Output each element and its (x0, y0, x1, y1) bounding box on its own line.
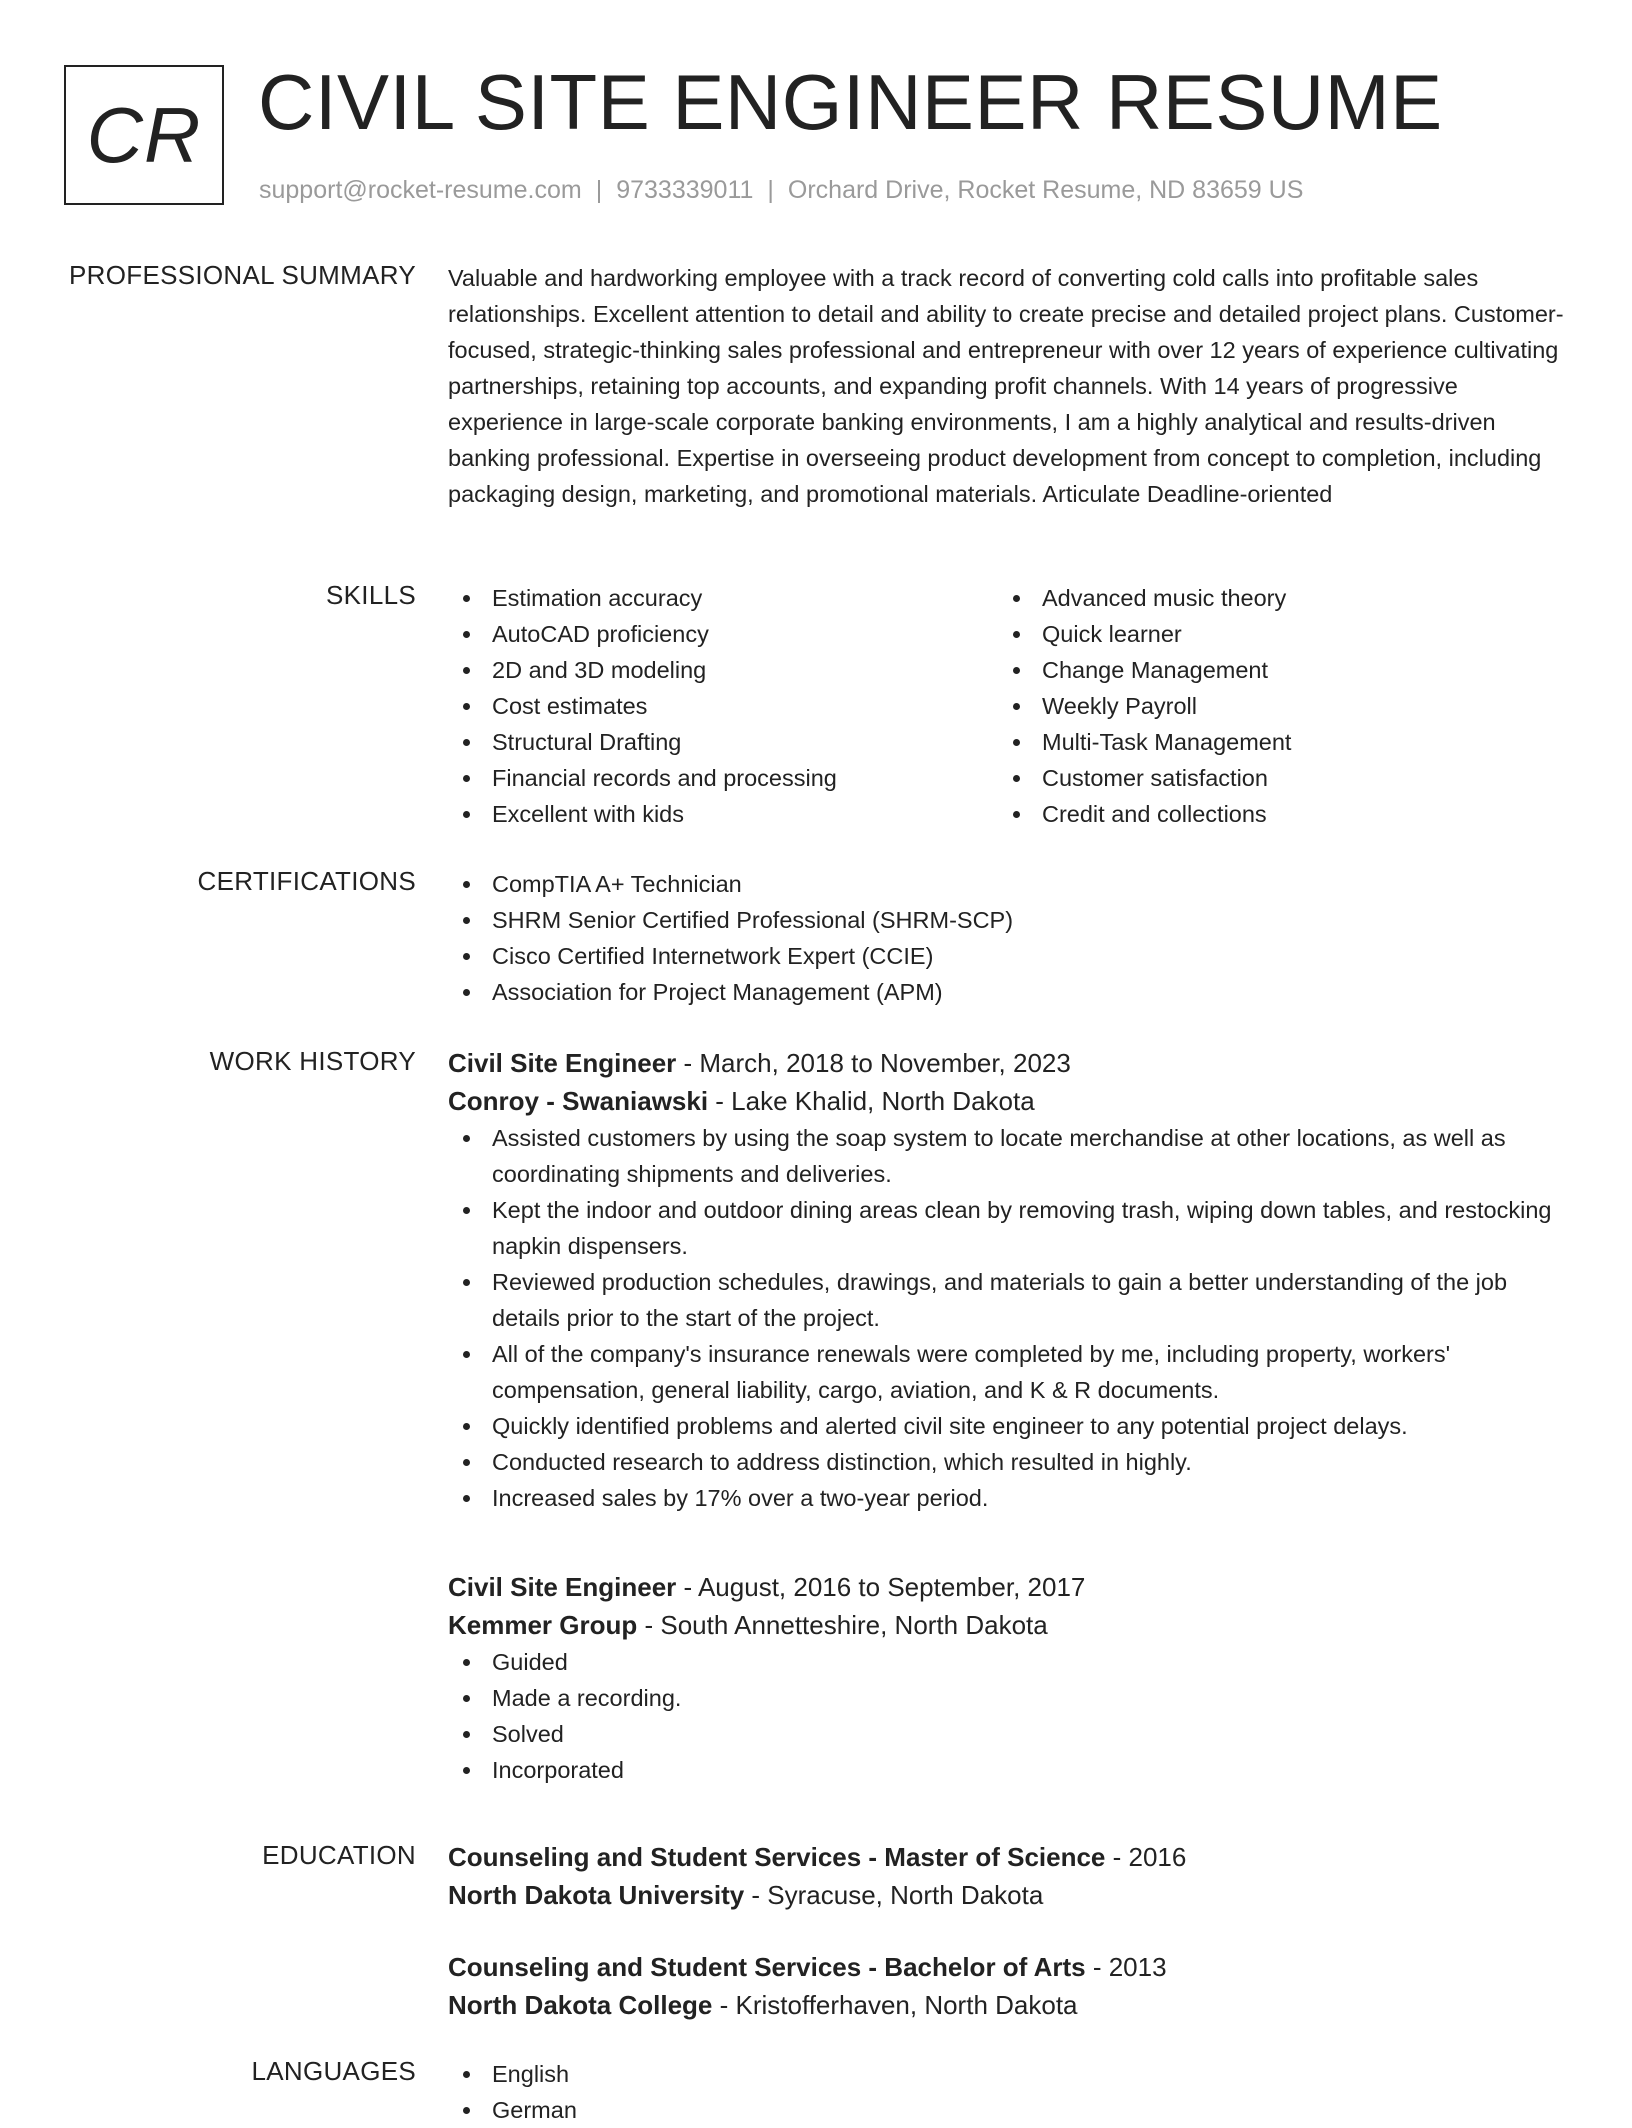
job-bullet: Quickly identified problems and alerted civil site engineer to any potential project delays. (448, 1408, 1566, 1444)
summary-heading: PROFESSIONAL SUMMARY (69, 260, 416, 290)
contact-separator: | (767, 176, 774, 204)
skill-item: Estimation accuracy (448, 580, 998, 616)
skills-list-left (448, 580, 998, 832)
summary-text: Valuable and hardworking employee with a track record of converting cold calls into profitable sales relationships. Excellent attention to detail and ability to create precise and detailed project plans. Customer-focused, strategic-thinking sales professional and entrepreneur with over 12 years of experience cultivating partnerships, retaining top accounts, and expanding profit channels. With 14 years of progressive experience in large-scale corporate banking environments, I am a highly analytical and results-driven banking professional. Expertise in overseeing product development from concept to completion, including packaging design, marketing, and promotional materials. Articulate Deadline-oriented (448, 265, 1564, 507)
skill-item: Credit and collections (998, 796, 1548, 832)
contact-email[interactable]: support@rocket-resume.com (259, 176, 582, 204)
degree-name: Counseling and Student Services - Bachelor of Arts (448, 1952, 1086, 1982)
job-bullet: Reviewed production schedules, drawings, and materials to gain a better understanding of the job details prior to the start of the project. (448, 1264, 1566, 1336)
skill-item: Cost estimates (448, 688, 998, 724)
work-history-body-2 (448, 1568, 1566, 1788)
skills-columns (448, 580, 1566, 832)
skill-item: Financial records and processing (448, 760, 998, 796)
job-dates: - August, 2016 to September, 2017 (676, 1572, 1086, 1602)
certifications-body (448, 866, 1566, 1010)
degree-line (448, 1948, 1566, 1986)
job-bullet: Solved (448, 1716, 1566, 1752)
degree-year: - 2013 (1085, 1952, 1167, 1982)
job-dates: - March, 2018 to November, 2023 (676, 1048, 1071, 1078)
job-company: Kemmer Group (448, 1610, 638, 1640)
job-bullet: Guided (448, 1644, 1566, 1680)
contact-line (259, 176, 1303, 205)
skill-item: Advanced music theory (998, 580, 1548, 616)
degree-name: Counseling and Student Services - Master of Science (448, 1842, 1106, 1872)
certifications-heading: CERTIFICATIONS (197, 866, 416, 896)
skill-item: Change Management (998, 652, 1548, 688)
work-history-body (448, 1044, 1566, 1516)
job-bullet: Kept the indoor and outdoor dining areas clean by removing trash, wiping down tables, and restocking napkin dispensers. (448, 1192, 1566, 1264)
school-line (448, 1986, 1566, 2024)
job-bullet: Assisted customers by using the soap system to locate merchandise at other locations, as well as coordinating shipments and deliveries. (448, 1120, 1566, 1192)
job-bullet: Incorporated (448, 1752, 1566, 1788)
job-bullet: Conducted research to address distinction, which resulted in highly. (448, 1444, 1566, 1480)
degree-year: - 2016 (1105, 1842, 1187, 1872)
job-bullet: Increased sales by 17% over a two-year period. (448, 1480, 1566, 1516)
job-title-line (448, 1568, 1566, 1606)
job-bullets (448, 1644, 1566, 1788)
school-location: - Syracuse, North Dakota (744, 1880, 1044, 1910)
education-heading: EDUCATION (262, 1840, 416, 1870)
contact-separator: | (595, 176, 603, 204)
job-title: Civil Site Engineer (448, 1048, 677, 1078)
job-location: - South Annetteshire, North Dakota (637, 1610, 1048, 1640)
job-bullet: Made a recording. (448, 1680, 1566, 1716)
job-bullets (448, 1120, 1566, 1516)
job-title-line (448, 1044, 1566, 1082)
school-location: - Kristofferhaven, North Dakota (712, 1990, 1078, 2020)
school-name: North Dakota University (448, 1880, 745, 1910)
school-line (448, 1876, 1566, 1914)
skills-list-right (998, 580, 1548, 832)
skill-item: Weekly Payroll (998, 688, 1548, 724)
certification-item: Association for Project Management (APM) (448, 974, 1566, 1010)
job-location: - Lake Khalid, North Dakota (708, 1086, 1035, 1116)
monogram-logo: CR (64, 65, 224, 205)
contact-phone[interactable]: 9733339011 (616, 176, 754, 204)
contact-address: Orchard Drive, Rocket Resume, ND 83659 US (787, 176, 1304, 204)
languages-list (448, 2056, 1566, 2128)
work-history-heading: WORK HISTORY (209, 1046, 416, 1076)
education-body-2 (448, 1948, 1566, 2024)
skill-item: Customer satisfaction (998, 760, 1548, 796)
skill-item: AutoCAD proficiency (448, 616, 998, 652)
certification-item: Cisco Certified Internetwork Expert (CCIE) (448, 938, 1566, 974)
degree-line (448, 1838, 1566, 1876)
job-title: Civil Site Engineer (448, 1572, 677, 1602)
skill-item: Structural Drafting (448, 724, 998, 760)
certifications-list (448, 866, 1566, 1010)
job-bullet: All of the company's insurance renewals were completed by me, including property, workers' compensation, general liability, cargo, aviation, and K & R documents. (448, 1336, 1566, 1408)
skill-item: Quick learner (998, 616, 1548, 652)
summary-body (448, 260, 1566, 512)
languages-body (448, 2056, 1566, 2128)
language-item: German (448, 2092, 1566, 2128)
resume-title: CIVIL SITE ENGINEER RESUME (258, 58, 1443, 146)
job-company: Conroy - Swaniawski (448, 1086, 709, 1116)
certification-item: CompTIA A+ Technician (448, 866, 1566, 902)
job-company-line (448, 1082, 1566, 1120)
skill-item: Excellent with kids (448, 796, 998, 832)
skill-item: 2D and 3D modeling (448, 652, 998, 688)
languages-heading: LANGUAGES (251, 2056, 416, 2086)
skill-item: Multi-Task Management (998, 724, 1548, 760)
skills-heading: SKILLS (326, 580, 416, 610)
school-name: North Dakota College (448, 1990, 713, 2020)
education-body (448, 1838, 1566, 1914)
certification-item: SHRM Senior Certified Professional (SHRM-SCP) (448, 902, 1566, 938)
language-item: English (448, 2056, 1566, 2092)
job-company-line (448, 1606, 1566, 1644)
